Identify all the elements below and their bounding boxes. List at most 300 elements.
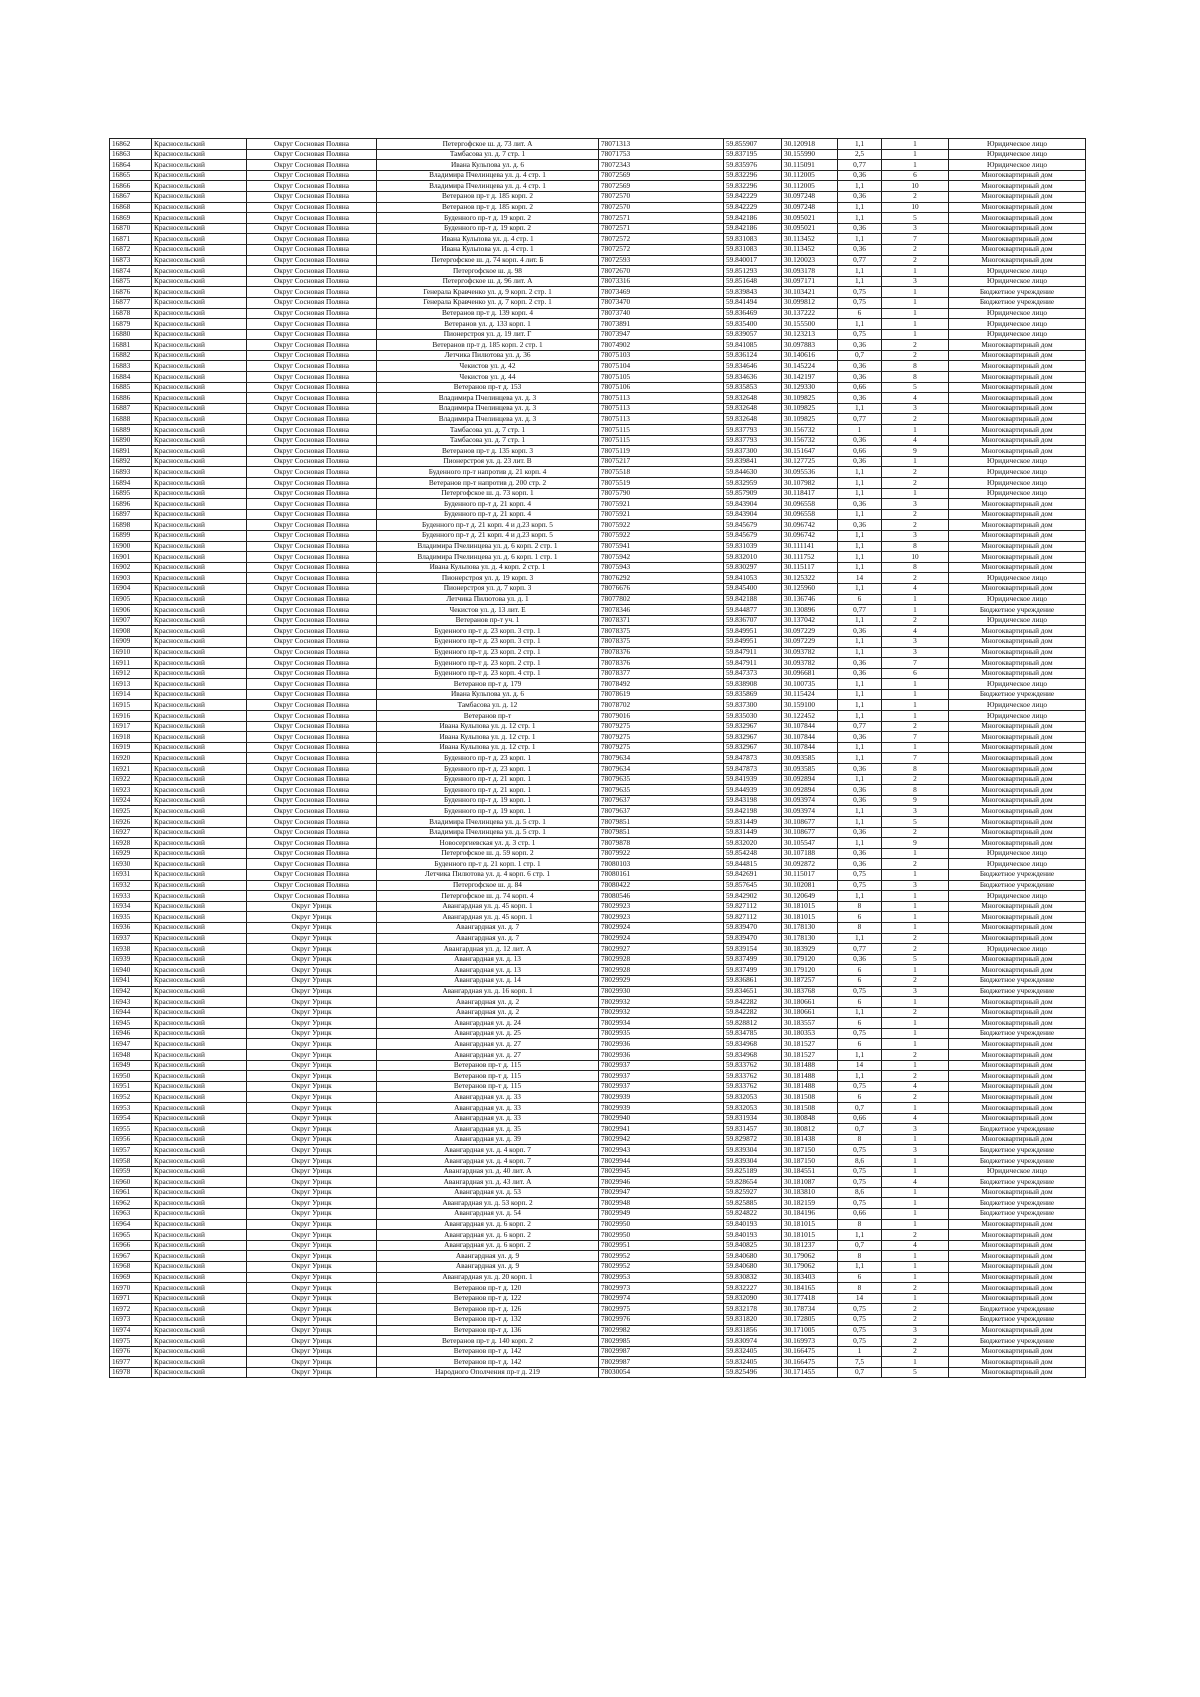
cell-power: 0,66 [838, 1208, 882, 1219]
cell-code: 78077802 [599, 594, 724, 605]
cell-id: 16945 [110, 1018, 152, 1029]
cell-lon: 30.095021 [782, 223, 838, 234]
cell-address: Чекистов ул. д. 42 [377, 361, 599, 372]
cell-code: 78079878 [599, 838, 724, 849]
cell-floors: 4 [882, 1177, 949, 1188]
cell-address: Петергофское ш. д. 96 лит. А [377, 276, 599, 287]
cell-lat: 59.845679 [724, 520, 782, 531]
cell-lon: 30.125960 [782, 583, 838, 594]
cell-district: Красносельский [152, 287, 247, 298]
cell-district: Красносельский [152, 1230, 247, 1241]
cell-address: Ивана Кульпова ул. д. 12 стр. 1 [377, 721, 599, 732]
cell-power: 0,36 [838, 859, 882, 870]
cell-type: Многоквартирный дом [949, 647, 1086, 658]
cell-floors: 6 [882, 668, 949, 679]
cell-code: 78071313 [599, 139, 724, 150]
table-row [110, 1272, 1086, 1283]
cell-power: 1,1 [838, 202, 882, 213]
table-row [110, 1156, 1086, 1167]
cell-floors: 10 [882, 552, 949, 563]
table-row [110, 488, 1086, 499]
cell-municipality: Округ Сосновая Поляна [247, 806, 377, 817]
cell-type: Бюджетное учреждение [949, 297, 1086, 308]
cell-type: Многоквартирный дом [949, 403, 1086, 414]
cell-id: 16890 [110, 435, 152, 446]
cell-code: 78029985 [599, 1336, 724, 1347]
cell-municipality: Округ Урицк [247, 1166, 377, 1177]
cell-lon: 30.183810 [782, 1187, 838, 1198]
cell-floors: 2 [882, 615, 949, 626]
cell-power: 8 [838, 1251, 882, 1262]
cell-id: 16921 [110, 764, 152, 775]
cell-municipality: Округ Сосновая Поляна [247, 223, 377, 234]
table-row [110, 986, 1086, 997]
cell-power: 1,1 [838, 509, 882, 520]
cell-lat: 59.847373 [724, 668, 782, 679]
cell-lat: 59.834636 [724, 372, 782, 383]
cell-power: 1,1 [838, 774, 882, 785]
cell-address: Петергофское ш. д. 74 корп. 4 [377, 891, 599, 902]
cell-lat: 59.832053 [724, 1103, 782, 1114]
cell-id: 16967 [110, 1251, 152, 1262]
cell-lon: 30.182159 [782, 1198, 838, 1209]
cell-id: 16915 [110, 700, 152, 711]
cell-district: Красносельский [152, 615, 247, 626]
cell-address: Авангардная ул. д. 2 [377, 1007, 599, 1018]
cell-lon: 30.125322 [782, 573, 838, 584]
cell-lon: 30.181508 [782, 1092, 838, 1103]
cell-id: 16951 [110, 1081, 152, 1092]
cell-municipality: Округ Сосновая Поляна [247, 594, 377, 605]
cell-floors: 9 [882, 446, 949, 457]
cell-power: 1,1 [838, 636, 882, 647]
cell-id: 16873 [110, 255, 152, 266]
cell-address: Авангардная ул. д. 45 корп. 1 [377, 901, 599, 912]
cell-power: 1,1 [838, 700, 882, 711]
cell-lon: 30.181527 [782, 1050, 838, 1061]
cell-municipality: Округ Урицк [247, 901, 377, 912]
cell-address: Буденного пр-т д. 21 корп. 1 [377, 785, 599, 796]
cell-code: 78029947 [599, 1187, 724, 1198]
cell-power: 1,1 [838, 234, 882, 245]
cell-lat: 59.831934 [724, 1113, 782, 1124]
cell-code: 78029976 [599, 1314, 724, 1325]
cell-code: 78029944 [599, 1156, 724, 1167]
cell-lon: 30.093782 [782, 658, 838, 669]
cell-type: Многоквартирный дом [949, 626, 1086, 637]
cell-lat: 59.832405 [724, 1346, 782, 1357]
cell-code: 78078377 [599, 668, 724, 679]
cell-floors: 3 [882, 276, 949, 287]
cell-floors: 1 [882, 1219, 949, 1230]
cell-type: Бюджетное учреждение [949, 689, 1086, 700]
cell-power: 6 [838, 975, 882, 986]
cell-address: Чекистов ул. д. 13 лит. Е [377, 605, 599, 616]
cell-lon: 30.181488 [782, 1071, 838, 1082]
cell-type: Юридическое лицо [949, 615, 1086, 626]
cell-power: 0,36 [838, 393, 882, 404]
cell-lon: 30.112005 [782, 181, 838, 192]
cell-address: Авангардная ул. д. 24 [377, 1018, 599, 1029]
cell-address: Ветеранов пр-т д. 120 [377, 1283, 599, 1294]
cell-power: 1,1 [838, 891, 882, 902]
cell-type: Многоквартирный дом [949, 425, 1086, 436]
cell-address: Авангардная ул. д. 4 корп. 7 [377, 1156, 599, 1167]
table-row [110, 838, 1086, 849]
cell-power: 1,1 [838, 552, 882, 563]
cell-lat: 59.835030 [724, 711, 782, 722]
cell-power: 1 [838, 425, 882, 436]
cell-floors: 2 [882, 255, 949, 266]
cell-lat: 59.840825 [724, 1240, 782, 1251]
cell-type: Многоквартирный дом [949, 764, 1086, 775]
cell-lat: 59.836469 [724, 308, 782, 319]
cell-type: Многоквартирный дом [949, 1346, 1086, 1357]
cell-floors: 2 [882, 509, 949, 520]
cell-district: Красносельский [152, 965, 247, 976]
cell-lat: 59.843904 [724, 509, 782, 520]
cell-address: Буденного пр-т д. 21 корп. 1 [377, 774, 599, 785]
cell-district: Красносельский [152, 1156, 247, 1167]
cell-lon: 30.108677 [782, 817, 838, 828]
cell-address: Авангардная ул. д. 54 [377, 1208, 599, 1219]
cell-lon: 30.107982 [782, 478, 838, 489]
table-row [110, 785, 1086, 796]
cell-district: Красносельский [152, 1134, 247, 1145]
cell-address: Авангардная ул. д. 6 корп. 2 [377, 1219, 599, 1230]
cell-code: 78029975 [599, 1304, 724, 1315]
cell-id: 16927 [110, 827, 152, 838]
cell-power: 8,6 [838, 1156, 882, 1167]
cell-lat: 59.839843 [724, 287, 782, 298]
cell-power: 6 [838, 965, 882, 976]
cell-type: Многоквартирный дом [949, 827, 1086, 838]
cell-lon: 30.181488 [782, 1081, 838, 1092]
cell-id: 16896 [110, 499, 152, 510]
cell-lat: 59.844939 [724, 785, 782, 796]
cell-address: Буденного пр-т напротив д. 21 корп. 4 [377, 467, 599, 478]
cell-id: 16936 [110, 922, 152, 933]
cell-floors: 2 [882, 573, 949, 584]
cell-power: 0,77 [838, 160, 882, 171]
cell-municipality: Округ Урицк [247, 1050, 377, 1061]
table-row [110, 1103, 1086, 1114]
cell-code: 78075103 [599, 350, 724, 361]
cell-id: 16944 [110, 1007, 152, 1018]
table-row [110, 372, 1086, 383]
cell-power: 1,1 [838, 1261, 882, 1272]
cell-power: 0,75 [838, 329, 882, 340]
cell-address: Буденного пр-т д. 23 корп. 1 [377, 764, 599, 775]
cell-code: 78029946 [599, 1177, 724, 1188]
cell-address: Ивана Кульпова ул. д. 4 корп. 2 стр. 1 [377, 562, 599, 573]
cell-code: 78073316 [599, 276, 724, 287]
cell-id: 16898 [110, 520, 152, 531]
cell-floors: 9 [882, 838, 949, 849]
cell-lat: 59.830297 [724, 562, 782, 573]
cell-municipality: Округ Урицк [247, 1134, 377, 1145]
cell-code: 78029953 [599, 1272, 724, 1283]
cell-code: 78072670 [599, 266, 724, 277]
cell-district: Красносельский [152, 636, 247, 647]
cell-lon: 30.122452 [782, 711, 838, 722]
cell-municipality: Округ Сосновая Поляна [247, 297, 377, 308]
cell-code: 78073470 [599, 297, 724, 308]
cell-lat: 59.835869 [724, 689, 782, 700]
cell-district: Красносельский [152, 1283, 247, 1294]
cell-floors: 1 [882, 160, 949, 171]
cell-lat: 59.840680 [724, 1261, 782, 1272]
cell-code: 78029924 [599, 922, 724, 933]
cell-address: Владимира Пчелинцева ул. д. 3 [377, 414, 599, 425]
cell-district: Красносельский [152, 425, 247, 436]
cell-lat: 59.841494 [724, 297, 782, 308]
cell-municipality: Округ Сосновая Поляна [247, 668, 377, 679]
cell-municipality: Округ Сосновая Поляна [247, 478, 377, 489]
cell-code: 78079275 [599, 742, 724, 753]
cell-address: Петергофское ш. д. 73 корп. 1 [377, 488, 599, 499]
cell-code: 78075217 [599, 456, 724, 467]
cell-district: Красносельский [152, 234, 247, 245]
cell-id: 16875 [110, 276, 152, 287]
cell-address: Авангардная ул. д. 25 [377, 1028, 599, 1039]
cell-lat: 59.841053 [724, 573, 782, 584]
cell-district: Красносельский [152, 276, 247, 287]
cell-lon: 30.180661 [782, 1007, 838, 1018]
cell-district: Красносельский [152, 944, 247, 955]
cell-district: Красносельский [152, 1208, 247, 1219]
cell-floors: 1 [882, 605, 949, 616]
cell-district: Красносельский [152, 711, 247, 722]
table-row [110, 170, 1086, 181]
cell-id: 16893 [110, 467, 152, 478]
cell-address: Ветеранов пр-т д. 185 корп. 2 [377, 191, 599, 202]
cell-address: Авангардная ул. д. 35 [377, 1124, 599, 1135]
table-row [110, 1314, 1086, 1325]
cell-floors: 4 [882, 435, 949, 446]
cell-power: 1,1 [838, 488, 882, 499]
table-row [110, 414, 1086, 425]
cell-id: 16874 [110, 266, 152, 277]
cell-id: 16972 [110, 1304, 152, 1315]
cell-code: 78029940 [599, 1113, 724, 1124]
cell-lat: 59.833762 [724, 1081, 782, 1092]
cell-lat: 59.837300 [724, 446, 782, 457]
cell-type: Многоквартирный дом [949, 742, 1086, 753]
cell-floors: 1 [882, 1028, 949, 1039]
cell-address: Тамбасова ул. д. 7 стр. 1 [377, 435, 599, 446]
cell-type: Многоквартирный дом [949, 541, 1086, 552]
cell-address: Буденного пр-т д. 23 корп. 2 стр. 1 [377, 658, 599, 669]
cell-power: 0,36 [838, 520, 882, 531]
cell-district: Красносельский [152, 626, 247, 637]
cell-lon: 30.102081 [782, 880, 838, 891]
cell-code: 78075941 [599, 541, 724, 552]
cell-lon: 30.096742 [782, 520, 838, 531]
cell-address: Ивана Кульпова ул. д. 4 стр. 1 [377, 234, 599, 245]
cell-lat: 59.840193 [724, 1219, 782, 1230]
cell-municipality: Округ Сосновая Поляна [247, 530, 377, 541]
cell-district: Красносельский [152, 721, 247, 732]
cell-floors: 3 [882, 806, 949, 817]
cell-code: 78075921 [599, 499, 724, 510]
cell-address: Авангардная ул. д. 4 корп. 7 [377, 1145, 599, 1156]
cell-code: 78075921 [599, 509, 724, 520]
cell-lat: 59.832010 [724, 552, 782, 563]
cell-address: Ивана Кульпова ул. д. 12 стр. 1 [377, 742, 599, 753]
cell-address: Пионерстроя ул. д. 19 лит. Г [377, 329, 599, 340]
cell-floors: 2 [882, 350, 949, 361]
cell-type: Многоквартирный дом [949, 562, 1086, 573]
cell-lon: 30.109825 [782, 403, 838, 414]
cell-district: Красносельский [152, 297, 247, 308]
cell-municipality: Округ Урицк [247, 1198, 377, 1209]
cell-floors: 1 [882, 1156, 949, 1167]
cell-power: 0,75 [838, 1304, 882, 1315]
cell-lat: 59.831856 [724, 1325, 782, 1336]
cell-power: 0,36 [838, 954, 882, 965]
cell-district: Красносельский [152, 594, 247, 605]
cell-type: Юридическое лицо [949, 276, 1086, 287]
cell-floors: 1 [882, 1103, 949, 1114]
cell-power: 0,7 [838, 350, 882, 361]
cell-district: Красносельский [152, 223, 247, 234]
cell-lat: 59.841939 [724, 774, 782, 785]
cell-municipality: Округ Сосновая Поляна [247, 425, 377, 436]
cell-type: Юридическое лицо [949, 488, 1086, 499]
table-row [110, 933, 1086, 944]
cell-type: Многоквартирный дом [949, 1219, 1086, 1230]
cell-code: 78029951 [599, 1240, 724, 1251]
cell-lon: 30.145224 [782, 361, 838, 372]
cell-lon: 30.129330 [782, 382, 838, 393]
cell-id: 16871 [110, 234, 152, 245]
cell-district: Красносельский [152, 986, 247, 997]
cell-lat: 59.844877 [724, 605, 782, 616]
cell-district: Красносельский [152, 456, 247, 467]
cell-lon: 30.095536 [782, 467, 838, 478]
cell-lat: 59.837499 [724, 965, 782, 976]
cell-id: 16910 [110, 647, 152, 658]
cell-lon: 30.172805 [782, 1314, 838, 1325]
cell-municipality: Округ Урицк [247, 1272, 377, 1283]
cell-address: Ветеранов пр-т напротив д. 200 стр. 2 [377, 478, 599, 489]
table-row [110, 1145, 1086, 1156]
cell-district: Красносельский [152, 806, 247, 817]
cell-municipality: Округ Сосновая Поляна [247, 308, 377, 319]
cell-id: 16952 [110, 1092, 152, 1103]
cell-municipality: Округ Сосновая Поляна [247, 859, 377, 870]
cell-district: Красносельский [152, 1092, 247, 1103]
cell-lat: 59.857645 [724, 880, 782, 891]
cell-id: 16968 [110, 1261, 152, 1272]
cell-municipality: Округ Сосновая Поляна [247, 679, 377, 690]
cell-address: Летчика Пилютова ул. д. 4 корп. 6 стр. 1 [377, 869, 599, 880]
cell-address: Буденного пр-т д. 23 корп. 4 стр. 1 [377, 668, 599, 679]
cell-type: Многоквартирный дом [949, 1325, 1086, 1336]
cell-floors: 8 [882, 562, 949, 573]
cell-municipality: Округ Сосновая Поляна [247, 191, 377, 202]
cell-id: 16877 [110, 297, 152, 308]
cell-code: 78029937 [599, 1071, 724, 1082]
cell-lat: 59.831083 [724, 244, 782, 255]
cell-id: 16976 [110, 1346, 152, 1357]
cell-floors: 10 [882, 202, 949, 213]
cell-district: Красносельский [152, 1060, 247, 1071]
cell-power: 0,75 [838, 986, 882, 997]
cell-power: 14 [838, 1293, 882, 1304]
cell-lon: 30.183929 [782, 944, 838, 955]
cell-type: Юридическое лицо [949, 848, 1086, 859]
cell-address: Ветеранов пр-т д. 136 [377, 1325, 599, 1336]
cell-id: 16882 [110, 350, 152, 361]
cell-district: Красносельский [152, 679, 247, 690]
cell-id: 16971 [110, 1293, 152, 1304]
cell-municipality: Округ Урицк [247, 1283, 377, 1294]
cell-lat: 59.832020 [724, 838, 782, 849]
cell-type: Многоквартирный дом [949, 499, 1086, 510]
cell-type: Многоквартирный дом [949, 213, 1086, 224]
cell-municipality: Округ Урицк [247, 1293, 377, 1304]
cell-municipality: Округ Урицк [247, 1007, 377, 1018]
cell-lon: 30.107188 [782, 848, 838, 859]
cell-address: Ветеранов пр-т д. 185 корп. 2 [377, 202, 599, 213]
cell-lat: 59.825927 [724, 1187, 782, 1198]
cell-power: 1,1 [838, 319, 882, 330]
cell-address: Чекистов ул. д. 44 [377, 372, 599, 383]
cell-id: 16940 [110, 965, 152, 976]
cell-power: 1,1 [838, 615, 882, 626]
cell-address: Авангардная ул. д. 13 [377, 965, 599, 976]
cell-type: Многоквартирный дом [949, 1240, 1086, 1251]
cell-district: Красносельский [152, 1007, 247, 1018]
cell-district: Красносельский [152, 583, 247, 594]
table-row [110, 1230, 1086, 1241]
cell-power: 1,1 [838, 276, 882, 287]
cell-lon: 30.179120 [782, 965, 838, 976]
cell-power: 1,1 [838, 742, 882, 753]
cell-type: Многоквартирный дом [949, 1272, 1086, 1283]
cell-district: Красносельский [152, 1304, 247, 1315]
cell-municipality: Округ Сосновая Поляна [247, 361, 377, 372]
cell-lon: 30.156732 [782, 425, 838, 436]
cell-floors: 1 [882, 965, 949, 976]
cell-municipality: Округ Урицк [247, 922, 377, 933]
cell-type: Бюджетное учреждение [949, 1156, 1086, 1167]
cell-district: Красносельский [152, 880, 247, 891]
cell-id: 16933 [110, 891, 152, 902]
cell-lon: 30.180812 [782, 1124, 838, 1135]
cell-id: 16963 [110, 1208, 152, 1219]
cell-address: Летчика Пилютова ул. д. 36 [377, 350, 599, 361]
cell-municipality: Округ Сосновая Поляна [247, 647, 377, 658]
cell-type: Многоквартирный дом [949, 509, 1086, 520]
cell-code: 78029939 [599, 1092, 724, 1103]
cell-id: 16870 [110, 223, 152, 234]
cell-address: Владимира Пчелинцева ул. д. 3 [377, 393, 599, 404]
cell-address: Авангардная ул. д. 39 [377, 1134, 599, 1145]
cell-district: Красносельский [152, 266, 247, 277]
cell-power: 0,36 [838, 764, 882, 775]
table-row [110, 817, 1086, 828]
cell-address: Авангардная ул. д. 40 лит. А [377, 1166, 599, 1177]
cell-code: 78072343 [599, 160, 724, 171]
cell-power: 1,1 [838, 583, 882, 594]
cell-power: 0,75 [838, 1166, 882, 1177]
cell-lon: 30.155500 [782, 319, 838, 330]
cell-lon: 30.166475 [782, 1346, 838, 1357]
cell-district: Красносельский [152, 605, 247, 616]
